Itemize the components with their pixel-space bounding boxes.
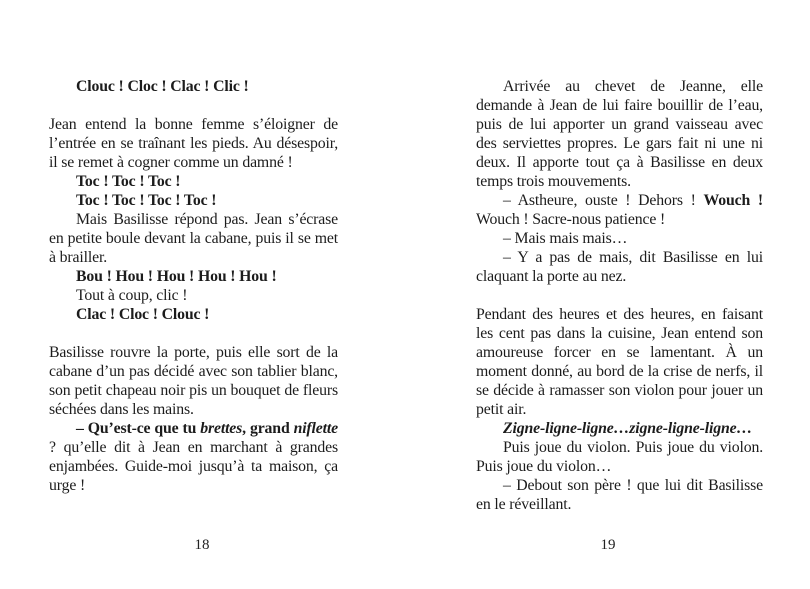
text-run: – Mais mais mais… xyxy=(503,230,628,247)
paragraph xyxy=(476,229,763,248)
text-run: niflette xyxy=(293,420,338,437)
page-number-right: 19 xyxy=(600,537,616,553)
text-run: , grand xyxy=(242,420,294,437)
text-run: Toc ! Toc ! Toc ! xyxy=(76,173,181,190)
text-run: Puis joue du violon. Puis joue du violon. Puis joue du violon… xyxy=(476,439,763,475)
text-run: – Debout son père ! que lui dit Basilisse en le réveillant. xyxy=(476,477,763,513)
paragraph xyxy=(476,305,763,419)
page-right-content xyxy=(476,77,763,514)
text-run: Toc ! Toc ! Toc ! Toc ! xyxy=(76,192,217,209)
text-run: Wouch ! Sacre-nous patience ! xyxy=(476,211,666,228)
text-run: Jean entend la bonne femme s’éloigner de l’entrée en se traînant les pieds. Au désespoir, il se remet à cogner comme un damné ! xyxy=(49,116,338,171)
paragraph xyxy=(49,286,338,305)
text-run: Clac ! Cloc ! Clouc ! xyxy=(76,306,210,323)
text-run: – Y a pas de mais, dit Basilisse en lui claquant la porte au nez. xyxy=(476,249,763,285)
paragraph xyxy=(49,172,338,191)
text-run: Arrivée au chevet de Jeanne, elle demande à Jean de lui faire bouillir de l’eau, puis de lui apporter un grand vaisseau avec des serviettes propres. Le gars fait ni une ni deux. Il apporte tout ça à Basilisse en deux temps trois mouvements. xyxy=(476,78,763,190)
paragraph xyxy=(49,343,338,419)
text-run: Clouc ! Cloc ! Clac ! Clic ! xyxy=(76,78,249,95)
text-run: Zigne-ligne-ligne…zigne-ligne-ligne… xyxy=(503,420,753,437)
text-run: ? qu’elle dit à Jean en marchant à grandes enjambées. Guide-moi jusqu’à ta maison, ça urge ! xyxy=(49,439,338,494)
text-run: – Astheure, ouste ! Dehors ! xyxy=(503,192,704,209)
paragraph xyxy=(49,77,338,96)
text-run: Tout à coup, clic ! xyxy=(76,287,188,304)
paragraph xyxy=(476,77,763,191)
paragraph xyxy=(476,248,763,286)
paragraph xyxy=(476,419,763,438)
text-run: Mais Basilisse répond pas. Jean s’écrase en petite boule devant la cabane, puis il se met à brailler. xyxy=(49,211,338,266)
text-run: brettes xyxy=(200,420,243,437)
paragraph xyxy=(49,419,338,495)
text-run: Basilisse rouvre la porte, puis elle sort de la cabane d’un pas décidé avec son tablier blanc, son petit chapeau noir pis un bouquet de fleurs séchées dans les mains. xyxy=(49,344,338,418)
paragraph xyxy=(476,191,763,229)
text-run: – Qu’est-ce que tu xyxy=(76,420,201,437)
paragraph xyxy=(476,438,763,476)
text-run: Bou ! Hou ! Hou ! Hou ! Hou ! xyxy=(76,268,277,285)
paragraph xyxy=(476,476,763,514)
page-number-left: 18 xyxy=(194,537,210,553)
paragraph xyxy=(49,115,338,172)
paragraph xyxy=(49,305,338,324)
text-run: Pendant des heures et des heures, en faisant les cent pas dans la cuisine, Jean entend son amoureuse forcer en se lamentant. À un moment donné, au bord de la crise de nerfs, il se décide à ramasser son violon pour jouer un petit air. xyxy=(476,306,763,418)
paragraph xyxy=(49,210,338,267)
paragraph xyxy=(49,191,338,210)
page-left-content xyxy=(49,77,338,495)
text-run: Wouch ! xyxy=(703,192,763,209)
paragraph xyxy=(49,267,338,286)
